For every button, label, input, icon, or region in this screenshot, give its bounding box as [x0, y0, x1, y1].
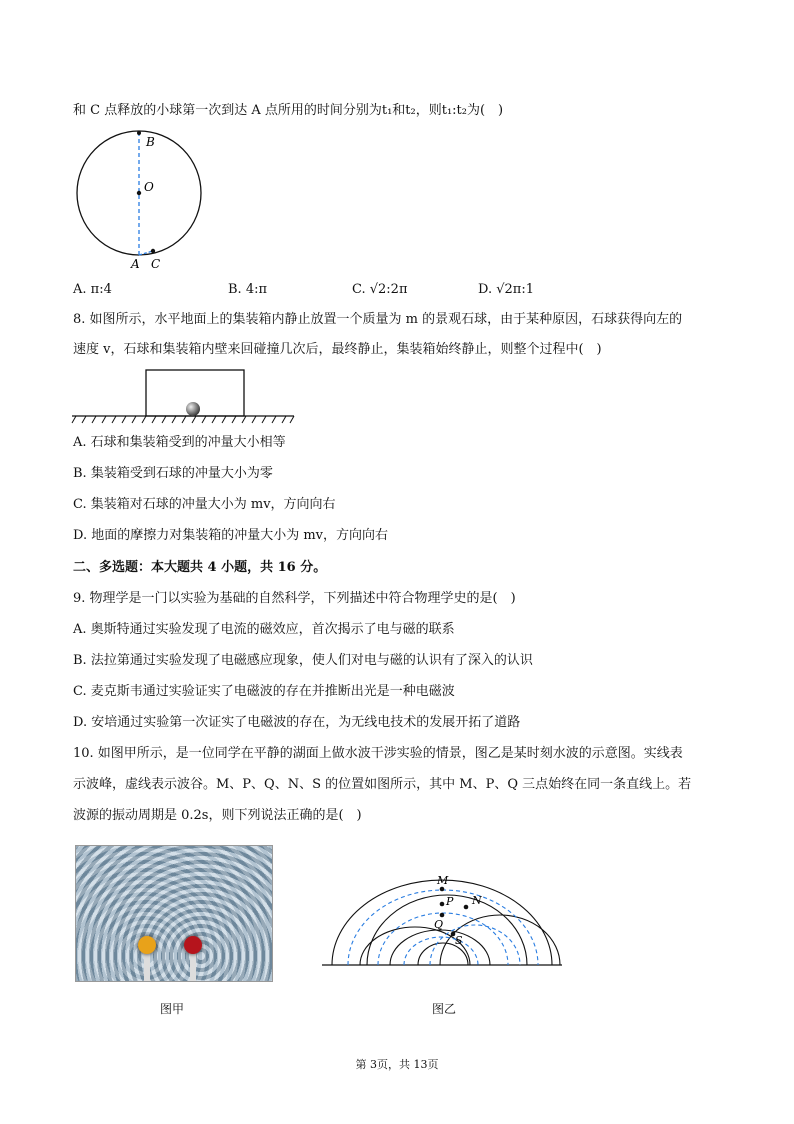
wave-interference-diagram: [320, 870, 570, 970]
label-s: S: [455, 934, 463, 947]
q7-option-c: C. √2:2π: [352, 282, 408, 297]
q9-option-b: B. 法拉第通过实验发现了电磁感应现象，使人们对电与磁的认识有了深入的认识: [73, 653, 533, 668]
q8-option-d: D. 地面的摩擦力对集装箱的冲量大小为 mv，方向向右: [73, 528, 389, 543]
q10-stem-line3: 波源的振动周期是 0.2s，则下列说法正确的是( ): [73, 808, 362, 823]
q9-stem: 9. 物理学是一门以实验为基础的自然科学，下列描述中符合物理学史的是( ): [73, 591, 516, 606]
label-o: O: [144, 180, 154, 194]
q8-option-a: A. 石球和集装箱受到的冲量大小相等: [73, 435, 286, 450]
q7-option-b: B. 4:π: [228, 282, 268, 297]
label-p: P: [446, 895, 454, 908]
q7-option-a: A. π:4: [73, 282, 112, 297]
q9-option-d: D. 安培通过实验第一次证实了电磁波的存在，为无线电技术的发展开拓了道路: [73, 715, 521, 730]
q10-stem-line1: 10. 如图甲所示，是一位同学在平静的湖面上做水波干涉实验的情景，图乙是某时刻水波的示意图。实线表: [73, 746, 683, 761]
q8-stem-line1: 8. 如图所示，水平地面上的集装箱内静止放置一个质量为 m 的景观石球，由于某种原因，石球获得向左的: [73, 312, 683, 327]
q9-option-c: C. 麦克斯韦通过实验证实了电磁波的存在并推断出光是一种电磁波: [73, 684, 455, 699]
section-heading: 二、多选题：本大题共 4 小题，共 16 分。: [73, 560, 327, 575]
label-b: B: [146, 135, 155, 149]
q9-option-a: A. 奥斯特通过实验发现了电流的磁效应，首次揭示了电与磁的联系: [73, 622, 455, 637]
q8-container-figure: [72, 368, 302, 428]
q7-circle-figure: [75, 130, 215, 270]
q7-stem-tail: 和 C 点释放的小球第一次到达 A 点所用的时间分别为t₁和t₂，则t₁:t₂为( ): [73, 103, 504, 118]
q8-option-c: C. 集装箱对石球的冲量大小为 mv，方向向右: [73, 497, 336, 512]
page-footer: 第 3页，共 13页: [355, 1058, 439, 1071]
caption-figure-jia: 图甲: [160, 1002, 185, 1016]
q8-stem-line2: 速度 v，石球和集装箱内壁来回碰撞几次后，最终静止，集装箱始终静止，则整个过程中( ): [73, 342, 602, 357]
label-c: C: [151, 257, 161, 271]
q8-option-b: B. 集装箱受到石球的冲量大小为零: [73, 466, 273, 481]
label-n: N: [472, 894, 482, 907]
q7-option-d: D. √2π:1: [478, 282, 534, 297]
label-m: M: [437, 874, 449, 887]
label-q: Q: [434, 918, 444, 931]
label-a: A: [131, 257, 140, 271]
caption-figure-yi: 图乙: [432, 1002, 457, 1016]
water-wave-photo: [75, 845, 273, 982]
q10-stem-line2: 示波峰，虚线表示波谷。M、P、Q、N、S 的位置如图所示，其中 M、P、Q 三点始终在同一条直线上。若: [73, 777, 692, 792]
